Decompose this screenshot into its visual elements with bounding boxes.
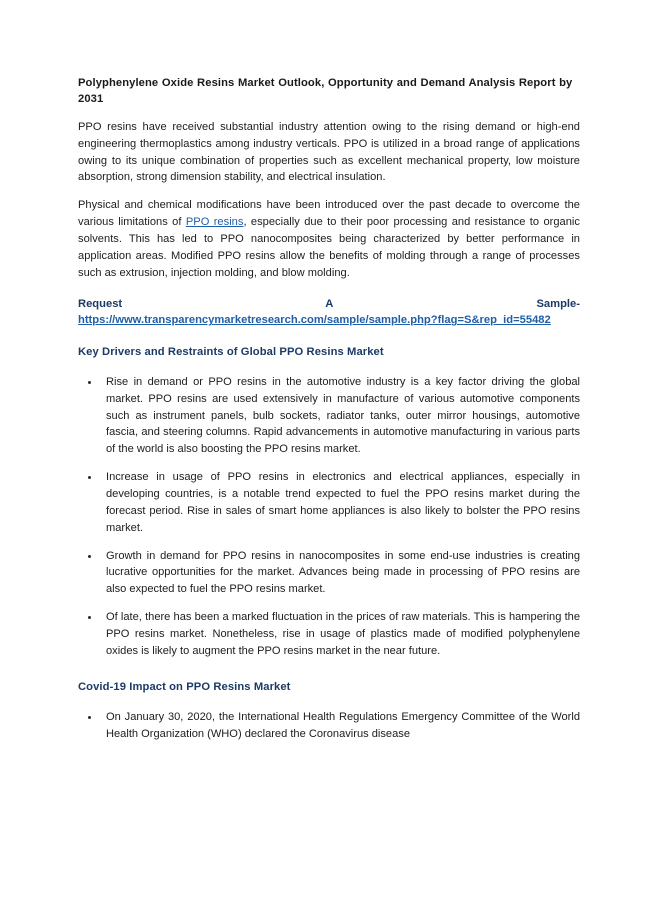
intro-paragraph-2 bbox=[78, 197, 580, 281]
cta-word-request: Request bbox=[78, 297, 123, 310]
cta-word-a: A bbox=[325, 297, 334, 310]
list-item: Of late, there has been a marked fluctuation in the prices of raw materials. This is hampering the PPO resins market. Nonetheless, rise in usage of plastics made of modified polyphenylene oxides is likely to augment the PPO resins market in the near future. bbox=[78, 609, 580, 660]
page-title: Polyphenylene Oxide Resins Market Outlook, Opportunity and Demand Analysis Report by 2031 bbox=[78, 77, 573, 105]
list-item: Rise in demand or PPO resins in the automotive industry is a key factor driving the global market. PPO resins are used extensively in manufacture of various automotive components such as instrument panels, bulb sockets, radiator tanks, outer mirror housings, automotive fascia, and steering columns. Rapid advancements in automotive manufacturing in various parts of the world is also boosting the PPO resins market. bbox=[78, 374, 580, 458]
section-heading-key-drivers: Key Drivers and Restraints of Global PPO Resins Market bbox=[78, 346, 384, 359]
section-heading-covid-impact: Covid-19 Impact on PPO Resins Market bbox=[78, 680, 291, 693]
intro-paragraph-1: PPO resins have received substantial industry attention owing to the rising demand or high-end engineering thermoplastics among industry verticals. PPO is utilized in a broad range of applications owing to its unique combination of properties such as excellent mechanical property, low moisture absorption, strong dimension stability, and electrical insulation. bbox=[78, 120, 580, 184]
paragraph2-lead: Physical and chemical modifications have been introduced over the past decade to overcome the various limitations of bbox=[78, 199, 580, 229]
request-sample-heading bbox=[78, 296, 580, 313]
list-item: Growth in demand for PPO resins in nanocomposites in some end-use industries is creating lucrative opportunities for the market. Advances being made in processing of PPO resins are also expected to fuel the PPO resins market. bbox=[78, 548, 580, 599]
key-drivers-bullet-list bbox=[78, 374, 580, 660]
list-item: Increase in usage of PPO resins in electronics and electrical appliances, especially in developing countries, is a notable trend expected to fuel the PPO resins market during the forecast period. Rise in sales of smart home appliances is also likely to bolster the PPO resins market. bbox=[78, 469, 580, 536]
paragraph2-tail: , especially due to their poor processing and resistance to organic solvents. This has led to PPO nanocomposites being characterized by better performance in application areas. Modified PPO resins allow the benefits of molding through a range of processes such as extrusion, injection molding, and blow molding. bbox=[78, 216, 580, 279]
covid-section bbox=[78, 680, 580, 743]
covid-bullet-list bbox=[78, 709, 580, 743]
cta-word-sample: Sample- bbox=[536, 297, 580, 310]
list-item: On January 30, 2020, the International Health Regulations Emergency Committee of the World Health Organization (WHO) declared the Coronavirus disease bbox=[78, 709, 580, 743]
sample-request-link[interactable]: https://www.transparencymarketresearch.com/sample/sample.php?flag=S&rep_id=55482 bbox=[78, 314, 551, 327]
ppo-resins-link[interactable]: PPO resins bbox=[185, 216, 244, 229]
